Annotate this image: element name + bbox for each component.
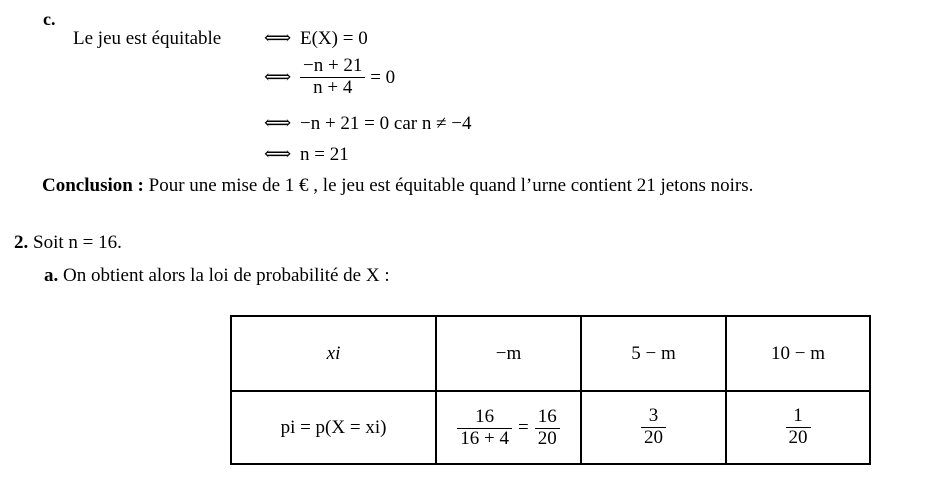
table-cell-x1: −m xyxy=(436,316,581,391)
fraction-denominator: 20 xyxy=(644,427,663,448)
equiv-arrow: ⟺ xyxy=(264,28,292,49)
question-2a-text: On obtient alors la loi de probabilité de X : xyxy=(63,265,390,286)
table-row-values xyxy=(231,316,870,391)
fraction-p3 xyxy=(786,406,811,449)
fraction-numerator: 16 xyxy=(537,405,557,427)
question-2-text: Soit n = 16. xyxy=(33,232,122,253)
probability-table xyxy=(230,315,871,465)
fraction-p1 xyxy=(457,407,512,450)
table-cell-x3: 10 − m xyxy=(726,316,870,391)
fraction-denominator: 16 + 4 xyxy=(460,427,509,449)
equivalence-line-1 xyxy=(264,29,368,48)
equivalence-line-4 xyxy=(264,145,349,164)
part-c-label: c. xyxy=(43,9,56,29)
equals-sign: = xyxy=(518,417,529,438)
table-cell-p2 xyxy=(581,391,726,464)
step-2-rhs: = 0 xyxy=(370,66,396,88)
table-cell-p3 xyxy=(726,391,870,464)
fraction-numerator: 1 xyxy=(793,405,803,427)
part-c-intro: Le jeu est équitable xyxy=(73,28,222,49)
table-cell-pi: pi = p(X = xi) xyxy=(231,391,436,464)
question-2-label: 2. xyxy=(14,232,29,253)
fraction-step-2 xyxy=(300,56,365,99)
equivalence-line-3 xyxy=(264,114,471,133)
question-2 xyxy=(14,233,122,252)
fraction-numerator: −n + 21 xyxy=(303,55,363,76)
fraction-denominator: n + 4 xyxy=(313,76,353,98)
equiv-arrow: ⟺ xyxy=(264,66,292,88)
question-2a-label: a. xyxy=(44,265,59,286)
table-cell-xi: xi xyxy=(231,316,436,391)
fraction-p2 xyxy=(641,406,666,449)
question-2a xyxy=(44,266,390,285)
equiv-arrow: ⟺ xyxy=(264,113,292,134)
step-4: n = 21 xyxy=(300,144,349,165)
fraction-numerator: 16 xyxy=(475,405,495,427)
step-3: −n + 21 = 0 car n ≠ −4 xyxy=(300,113,472,134)
conclusion-label: Conclusion : xyxy=(42,175,144,196)
fraction-p1-simplified xyxy=(535,407,560,450)
table-cell-p1 xyxy=(436,391,581,464)
table-cell-x2: 5 − m xyxy=(581,316,726,391)
conclusion-text: Pour une mise de 1 € , le jeu est équitable quand l’urne contient 21 jetons noirs. xyxy=(148,175,754,196)
step-1: E(X) = 0 xyxy=(300,28,368,49)
fraction-numerator: 3 xyxy=(648,405,659,427)
equivalence-line-2 xyxy=(264,56,395,99)
equiv-arrow: ⟺ xyxy=(264,144,292,165)
conclusion xyxy=(42,176,753,195)
fraction-denominator: 20 xyxy=(788,427,808,448)
table-row-probabilities xyxy=(231,391,870,464)
fraction-denominator: 20 xyxy=(537,427,557,449)
